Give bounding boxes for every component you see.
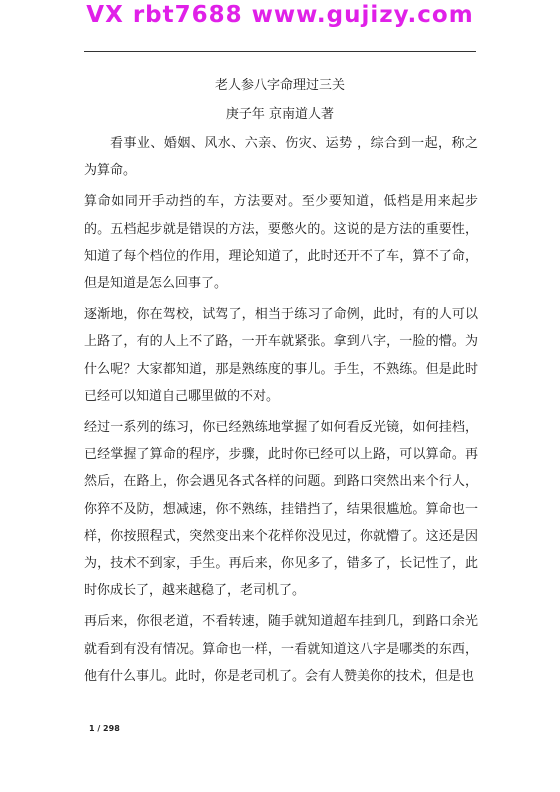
watermark: VX rbt7688 www.gujizy.com [86,2,474,28]
page-number: 1 / 298 [89,724,120,733]
paragraph: 再后来，你很老道，不看转速，随手就知道超车挂到几，到路口余光就看到有没有情况。算命也一样，一看就知道这八字是哪类的东西，他有什么事儿。此时，你是老司机了。会有人赞美你的技术，但是也 [84,614,478,684]
paragraph: 看事业、婚姻、风水、六亲、伤灾、运势 ，综合到一起，称之为算命。 [84,136,478,179]
paragraph: 算命如同开手动挡的车，方法要对。至少要知道，低档是用来起步的。五档起步就是错误的方法，要憋火的。这说的是方法的重要性，知道了每个档位的作用，理论知道了，此时还开不了车，算不了命，但是知道是怎么回事了。 [84,194,478,292]
document-author: 庚子年 京南道人著 [225,107,335,122]
paragraph: 经过一系列的练习，你已经熟练地掌握了如何看反光镜，如何挂档，已经掌握了算命的程序，步骤，此时你已经可以上路，可以算命。再然后，在路上，你会遇见各式各样的问题。到路口突然出来个行人，你猝不及防，想减速，你不熟练，挂错挡了，结果很尴尬。算命也一样，你按照程式，突然变出来个花样你没见过，你就懵了。这还是因为，技术不到家，手生。再后来，你见多了，错多了，长记性了，此时你成长了，越来越稳了，老司机了。 [84,420,478,599]
document-title: 老人参八字命理过三关 [214,78,345,93]
document-body [84,130,478,694]
header-rule [84,51,476,52]
paragraph: 逐渐地，你在驾校，试驾了，相当于练习了命例，此时，有的人可以上路了，有的人上不了路，一开车就紧张。拿到八字，一脸的懵。为什么呢？大家都知道，那是熟练度的事儿。手生，不熟练。但是此时已经可以知道自己哪里做的不对。 [84,307,478,404]
